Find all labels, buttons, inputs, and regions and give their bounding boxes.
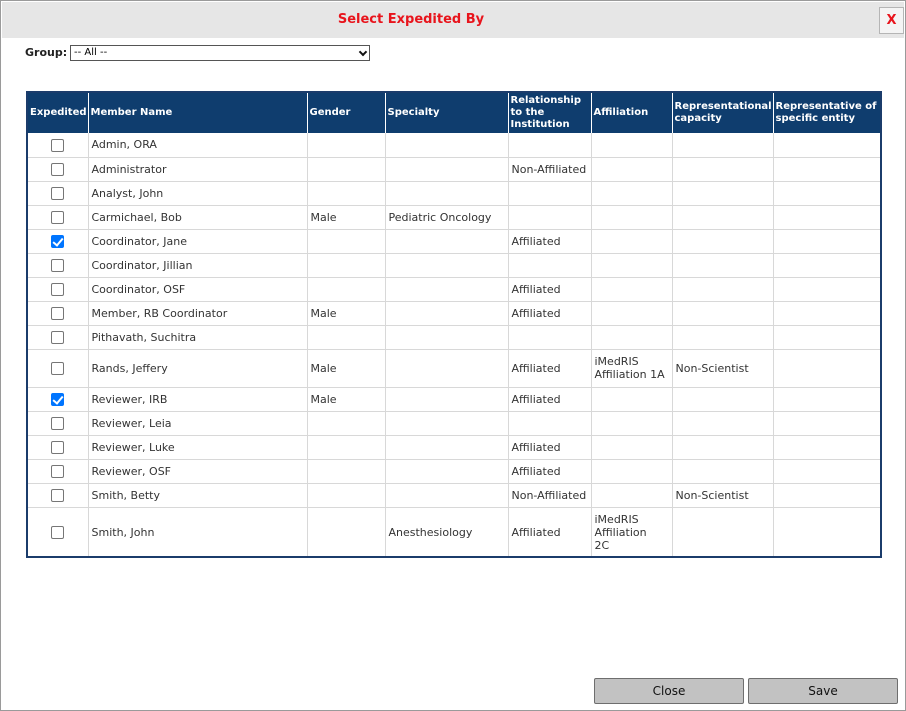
expedited-checkbox[interactable] bbox=[51, 307, 64, 320]
table-row bbox=[28, 301, 880, 325]
specialty-cell bbox=[385, 277, 508, 301]
expedited-cell bbox=[28, 387, 88, 411]
specialty-cell bbox=[385, 349, 508, 387]
member-name-cell: Coordinator, Jillian bbox=[88, 253, 307, 277]
specialty-cell bbox=[385, 387, 508, 411]
expedited-checkbox[interactable] bbox=[51, 235, 64, 248]
relationship-cell bbox=[508, 325, 591, 349]
relationship-cell bbox=[508, 181, 591, 205]
gender-cell bbox=[307, 253, 385, 277]
gender-cell bbox=[307, 483, 385, 507]
member-name-cell: Smith, Betty bbox=[88, 483, 307, 507]
relationship-cell: Affiliated bbox=[508, 277, 591, 301]
relationship-cell bbox=[508, 205, 591, 229]
expedited-cell bbox=[28, 507, 88, 557]
expedited-cell bbox=[28, 205, 88, 229]
header-representational-capacity[interactable]: Representational capacity bbox=[672, 93, 773, 133]
member-name-cell: Reviewer, Leia bbox=[88, 411, 307, 435]
representational-capacity-cell bbox=[672, 205, 773, 229]
representational-capacity-cell bbox=[672, 325, 773, 349]
header-affiliation[interactable]: Affiliation bbox=[591, 93, 672, 133]
header-expedited[interactable]: Expedited bbox=[28, 93, 88, 133]
expedited-checkbox[interactable] bbox=[51, 163, 64, 176]
representational-capacity-cell bbox=[672, 387, 773, 411]
expedited-checkbox[interactable] bbox=[51, 393, 64, 406]
expedited-checkbox[interactable] bbox=[51, 441, 64, 454]
relationship-cell bbox=[508, 133, 591, 157]
expedited-checkbox[interactable] bbox=[51, 362, 64, 375]
gender-cell bbox=[307, 277, 385, 301]
affiliation-cell bbox=[591, 459, 672, 483]
member-name-cell: Analyst, John bbox=[88, 181, 307, 205]
expedited-checkbox[interactable] bbox=[51, 211, 64, 224]
expedited-cell bbox=[28, 229, 88, 253]
affiliation-cell: iMedRIS Affiliation 2C bbox=[591, 507, 672, 557]
representational-capacity-cell bbox=[672, 411, 773, 435]
relationship-cell bbox=[508, 253, 591, 277]
expedited-checkbox[interactable] bbox=[51, 465, 64, 478]
dialog-titlebar bbox=[2, 2, 904, 38]
group-select[interactable] bbox=[70, 45, 370, 61]
expedited-cell bbox=[28, 411, 88, 435]
table-row bbox=[28, 277, 880, 301]
affiliation-cell bbox=[591, 435, 672, 459]
relationship-cell: Affiliated bbox=[508, 507, 591, 557]
table-row bbox=[28, 157, 880, 181]
representative-entity-cell bbox=[773, 301, 880, 325]
representational-capacity-cell bbox=[672, 253, 773, 277]
member-name-cell: Member, RB Coordinator bbox=[88, 301, 307, 325]
header-member-name[interactable]: Member Name bbox=[88, 93, 307, 133]
representational-capacity-cell bbox=[672, 507, 773, 557]
gender-cell bbox=[307, 229, 385, 253]
gender-cell bbox=[307, 459, 385, 483]
specialty-cell bbox=[385, 411, 508, 435]
specialty-cell bbox=[385, 435, 508, 459]
expedited-checkbox[interactable] bbox=[51, 139, 64, 152]
gender-cell bbox=[307, 411, 385, 435]
header-specialty[interactable]: Specialty bbox=[385, 93, 508, 133]
expedited-checkbox[interactable] bbox=[51, 283, 64, 296]
affiliation-cell bbox=[591, 157, 672, 181]
representative-entity-cell bbox=[773, 181, 880, 205]
member-name-cell: Administrator bbox=[88, 157, 307, 181]
member-name-cell: Carmichael, Bob bbox=[88, 205, 307, 229]
table-row bbox=[28, 181, 880, 205]
specialty-cell bbox=[385, 181, 508, 205]
expedited-checkbox[interactable] bbox=[51, 331, 64, 344]
table-header-row bbox=[28, 93, 880, 133]
expedited-cell bbox=[28, 325, 88, 349]
header-representative-entity[interactable]: Representative of specific entity bbox=[773, 93, 880, 133]
representational-capacity-cell: Non-Scientist bbox=[672, 349, 773, 387]
relationship-cell: Affiliated bbox=[508, 301, 591, 325]
dialog-title: Select Expedited By bbox=[337, 12, 485, 27]
table-row bbox=[28, 387, 880, 411]
relationship-cell: Affiliated bbox=[508, 349, 591, 387]
gender-cell bbox=[307, 507, 385, 557]
member-name-cell: Reviewer, Luke bbox=[88, 435, 307, 459]
specialty-cell bbox=[385, 253, 508, 277]
table-row bbox=[28, 507, 880, 557]
representational-capacity-cell bbox=[672, 435, 773, 459]
expedited-cell bbox=[28, 277, 88, 301]
table-row bbox=[28, 205, 880, 229]
table-row bbox=[28, 325, 880, 349]
table-row bbox=[28, 459, 880, 483]
gender-cell bbox=[307, 435, 385, 459]
affiliation-cell bbox=[591, 301, 672, 325]
relationship-cell: Affiliated bbox=[508, 459, 591, 483]
relationship-cell: Non-Affiliated bbox=[508, 483, 591, 507]
representative-entity-cell bbox=[773, 483, 880, 507]
expedited-cell bbox=[28, 483, 88, 507]
gender-cell: Male bbox=[307, 387, 385, 411]
specialty-cell bbox=[385, 325, 508, 349]
representative-entity-cell bbox=[773, 411, 880, 435]
specialty-cell bbox=[385, 157, 508, 181]
affiliation-cell bbox=[591, 483, 672, 507]
header-relationship[interactable]: Relationship to the Institution bbox=[508, 93, 591, 133]
expedited-cell bbox=[28, 459, 88, 483]
affiliation-cell bbox=[591, 229, 672, 253]
group-label: Group: bbox=[25, 46, 68, 59]
member-name-cell: Coordinator, OSF bbox=[88, 277, 307, 301]
specialty-cell: Anesthesiology bbox=[385, 507, 508, 557]
affiliation-cell bbox=[591, 205, 672, 229]
affiliation-cell bbox=[591, 133, 672, 157]
representational-capacity-cell bbox=[672, 229, 773, 253]
table-row bbox=[28, 435, 880, 459]
affiliation-cell bbox=[591, 411, 672, 435]
group-select-value: -- All -- bbox=[74, 47, 108, 58]
representative-entity-cell bbox=[773, 507, 880, 557]
specialty-cell: Pediatric Oncology bbox=[385, 205, 508, 229]
gender-cell bbox=[307, 157, 385, 181]
expedited-cell bbox=[28, 181, 88, 205]
expedited-cell bbox=[28, 133, 88, 157]
table-row bbox=[28, 411, 880, 435]
gender-cell bbox=[307, 133, 385, 157]
expedited-checkbox[interactable] bbox=[51, 259, 64, 272]
specialty-cell bbox=[385, 483, 508, 507]
gender-cell: Male bbox=[307, 301, 385, 325]
expedited-cell bbox=[28, 435, 88, 459]
gender-cell: Male bbox=[307, 349, 385, 387]
member-name-cell: Admin, ORA bbox=[88, 133, 307, 157]
expedited-checkbox[interactable] bbox=[51, 526, 64, 539]
close-button[interactable]: Close bbox=[594, 678, 744, 704]
members-table-container bbox=[26, 91, 882, 558]
representative-entity-cell bbox=[773, 325, 880, 349]
representative-entity-cell bbox=[773, 253, 880, 277]
table-row bbox=[28, 253, 880, 277]
specialty-cell bbox=[385, 133, 508, 157]
table-row bbox=[28, 133, 880, 157]
representative-entity-cell bbox=[773, 349, 880, 387]
representational-capacity-cell bbox=[672, 133, 773, 157]
affiliation-cell bbox=[591, 387, 672, 411]
gender-cell: Male bbox=[307, 205, 385, 229]
representative-entity-cell bbox=[773, 205, 880, 229]
save-button[interactable]: Save bbox=[748, 678, 898, 704]
representational-capacity-cell bbox=[672, 277, 773, 301]
representative-entity-cell bbox=[773, 133, 880, 157]
table-body bbox=[28, 133, 880, 557]
table-row bbox=[28, 349, 880, 387]
representational-capacity-cell bbox=[672, 157, 773, 181]
gender-cell bbox=[307, 181, 385, 205]
expedited-cell bbox=[28, 349, 88, 387]
affiliation-cell bbox=[591, 253, 672, 277]
relationship-cell: Affiliated bbox=[508, 229, 591, 253]
representational-capacity-cell bbox=[672, 181, 773, 205]
affiliation-cell bbox=[591, 277, 672, 301]
member-name-cell: Reviewer, IRB bbox=[88, 387, 307, 411]
expedited-cell bbox=[28, 301, 88, 325]
representative-entity-cell bbox=[773, 459, 880, 483]
representative-entity-cell bbox=[773, 277, 880, 301]
table-row bbox=[28, 229, 880, 253]
affiliation-cell bbox=[591, 181, 672, 205]
expedited-checkbox[interactable] bbox=[51, 489, 64, 502]
member-name-cell: Reviewer, OSF bbox=[88, 459, 307, 483]
affiliation-cell bbox=[591, 325, 672, 349]
chevron-down-icon bbox=[359, 48, 367, 56]
member-name-cell: Smith, John bbox=[88, 507, 307, 557]
table-row bbox=[28, 483, 880, 507]
representational-capacity-cell bbox=[672, 459, 773, 483]
specialty-cell bbox=[385, 459, 508, 483]
representational-capacity-cell: Non-Scientist bbox=[672, 483, 773, 507]
representative-entity-cell bbox=[773, 229, 880, 253]
member-name-cell: Pithavath, Suchitra bbox=[88, 325, 307, 349]
relationship-cell: Non-Affiliated bbox=[508, 157, 591, 181]
header-gender[interactable]: Gender bbox=[307, 93, 385, 133]
member-name-cell: Coordinator, Jane bbox=[88, 229, 307, 253]
representational-capacity-cell bbox=[672, 301, 773, 325]
relationship-cell: Affiliated bbox=[508, 435, 591, 459]
gender-cell bbox=[307, 325, 385, 349]
relationship-cell bbox=[508, 411, 591, 435]
affiliation-cell: iMedRIS Affiliation 1A bbox=[591, 349, 672, 387]
representative-entity-cell bbox=[773, 387, 880, 411]
relationship-cell: Affiliated bbox=[508, 387, 591, 411]
expedited-checkbox[interactable] bbox=[51, 417, 64, 430]
specialty-cell bbox=[385, 301, 508, 325]
expedited-cell bbox=[28, 157, 88, 181]
expedited-cell bbox=[28, 253, 88, 277]
representative-entity-cell bbox=[773, 435, 880, 459]
close-icon[interactable]: X bbox=[879, 7, 904, 34]
expedited-checkbox[interactable] bbox=[51, 187, 64, 200]
members-table bbox=[28, 93, 880, 558]
specialty-cell bbox=[385, 229, 508, 253]
representative-entity-cell bbox=[773, 157, 880, 181]
member-name-cell: Rands, Jeffery bbox=[88, 349, 307, 387]
